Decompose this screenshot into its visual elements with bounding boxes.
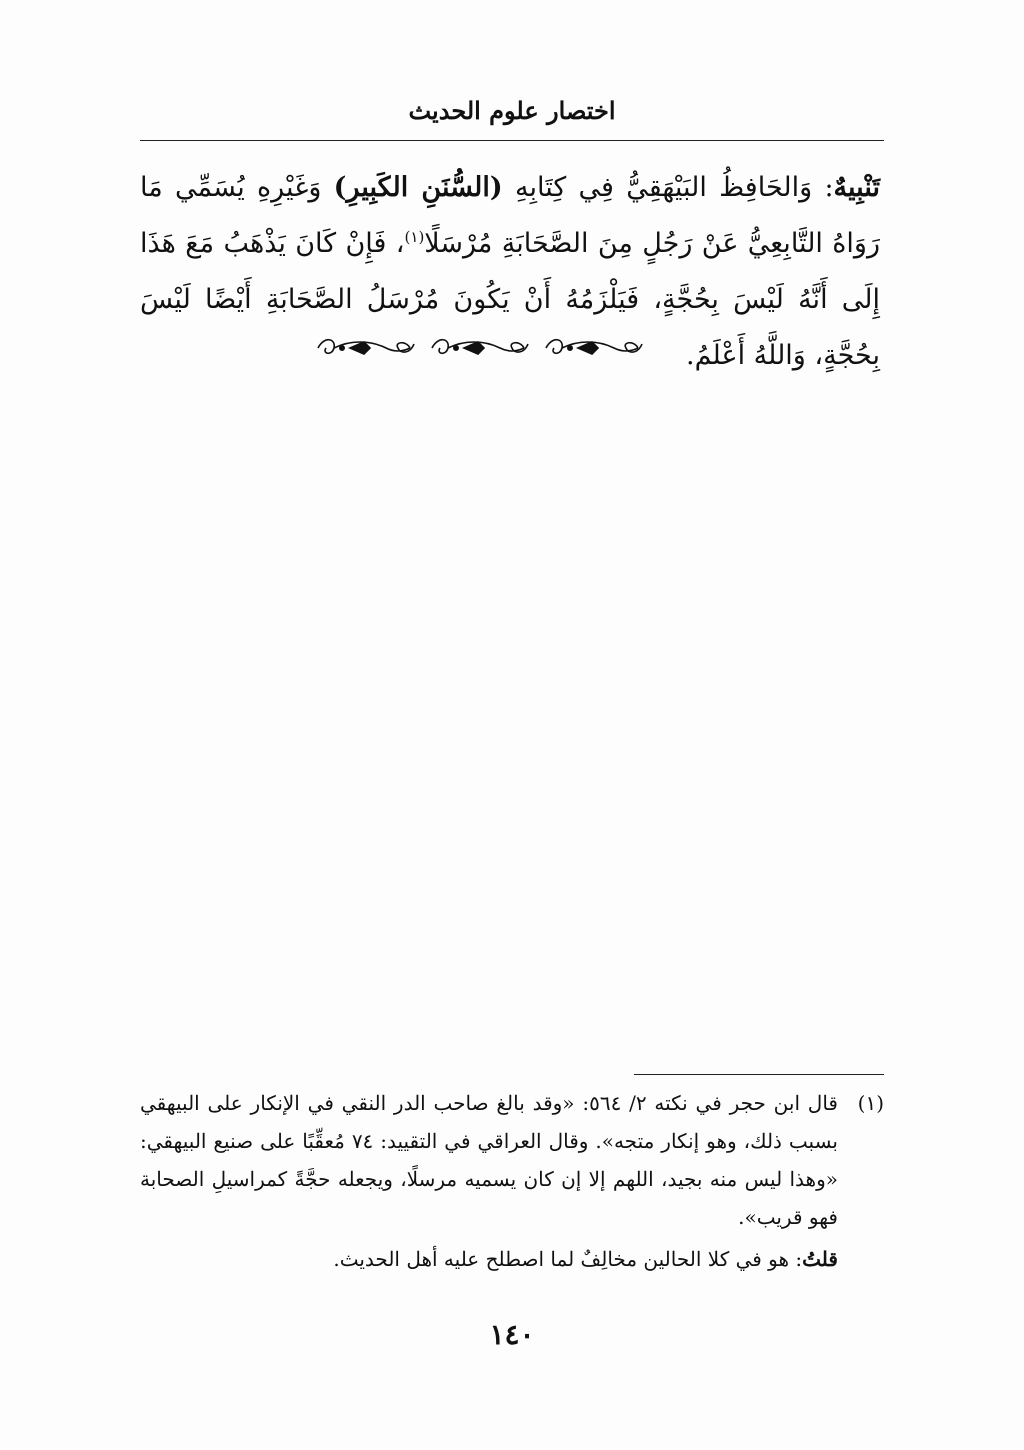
- footnote-number[interactable]: (١): [857, 1091, 884, 1115]
- footnote-text: قال ابن حجر في نكته ٢/ ٥٦٤: «وقد بالغ صاحب الدر النقي في الإنكار على البيهقي بسبب ذلك، وهو إنكار متجه». وقال العراقي في التقييد: ٧٤ مُعقِّبًا على صنيع البيهقي: «وهذا ليس منه بجيد، اللهم إلا إن كان يسميه مرسلًا، ويجعله حجَّةً كمراسيلِ الصحابة فهو قريب».: [140, 1091, 838, 1229]
- running-header-title: اختصار علوم الحديث: [408, 96, 616, 125]
- footnote-rule: [634, 1074, 884, 1075]
- ornament-unit: [318, 340, 414, 354]
- lead-separator: :: [812, 172, 834, 203]
- ornament-unit: [432, 340, 528, 354]
- qult-note: [140, 1240, 884, 1278]
- page-number: ١٤٠: [489, 1318, 535, 1351]
- qult-text: هو في كلا الحالين مخالِفٌ لما اصطلح عليه أهل الحديث.: [333, 1247, 790, 1271]
- main-text-part-1: وَالحَافِظُ البَيْهَقِيُّ فِي كِتَابِهِ: [502, 172, 813, 203]
- floral-divider-icon: [310, 330, 650, 366]
- book-title: (السُّنَنِ الكَبِيرِ): [333, 172, 503, 203]
- qult-separator: :: [789, 1247, 803, 1271]
- ornament-unit: [546, 340, 642, 354]
- header-rule: [140, 140, 884, 141]
- footnotes-section: [140, 1084, 884, 1278]
- footnote-item: [140, 1084, 884, 1236]
- main-text-part-2: وَغَيْرِهِ يُسَمِّي مَا رَوَاهُ التَّابِعِيُّ عَنْ رَجُلٍ مِنَ الصَّحَابَةِ مُرْسَلًا: [140, 172, 880, 259]
- main-text-part-3: ، فَإِنْ كَانَ يَذْهَبُ مَعَ هَذَا إِلَى أَنَّهُ لَيْسَ بِحُجَّةٍ، فَيَلْزَمُهُ أَنْ يَكُونَ مُرْسَلُ الصَّحَابَةِ أَيْضًا لَيْسَ بِحُجَّةٍ، وَاللَّهُ أَعْلَمُ.: [140, 228, 880, 371]
- qult-label: قلتُ: [802, 1247, 838, 1271]
- lead-word: تَنْبِيهٌ: [833, 172, 880, 203]
- footnote-reference[interactable]: (١): [404, 228, 425, 246]
